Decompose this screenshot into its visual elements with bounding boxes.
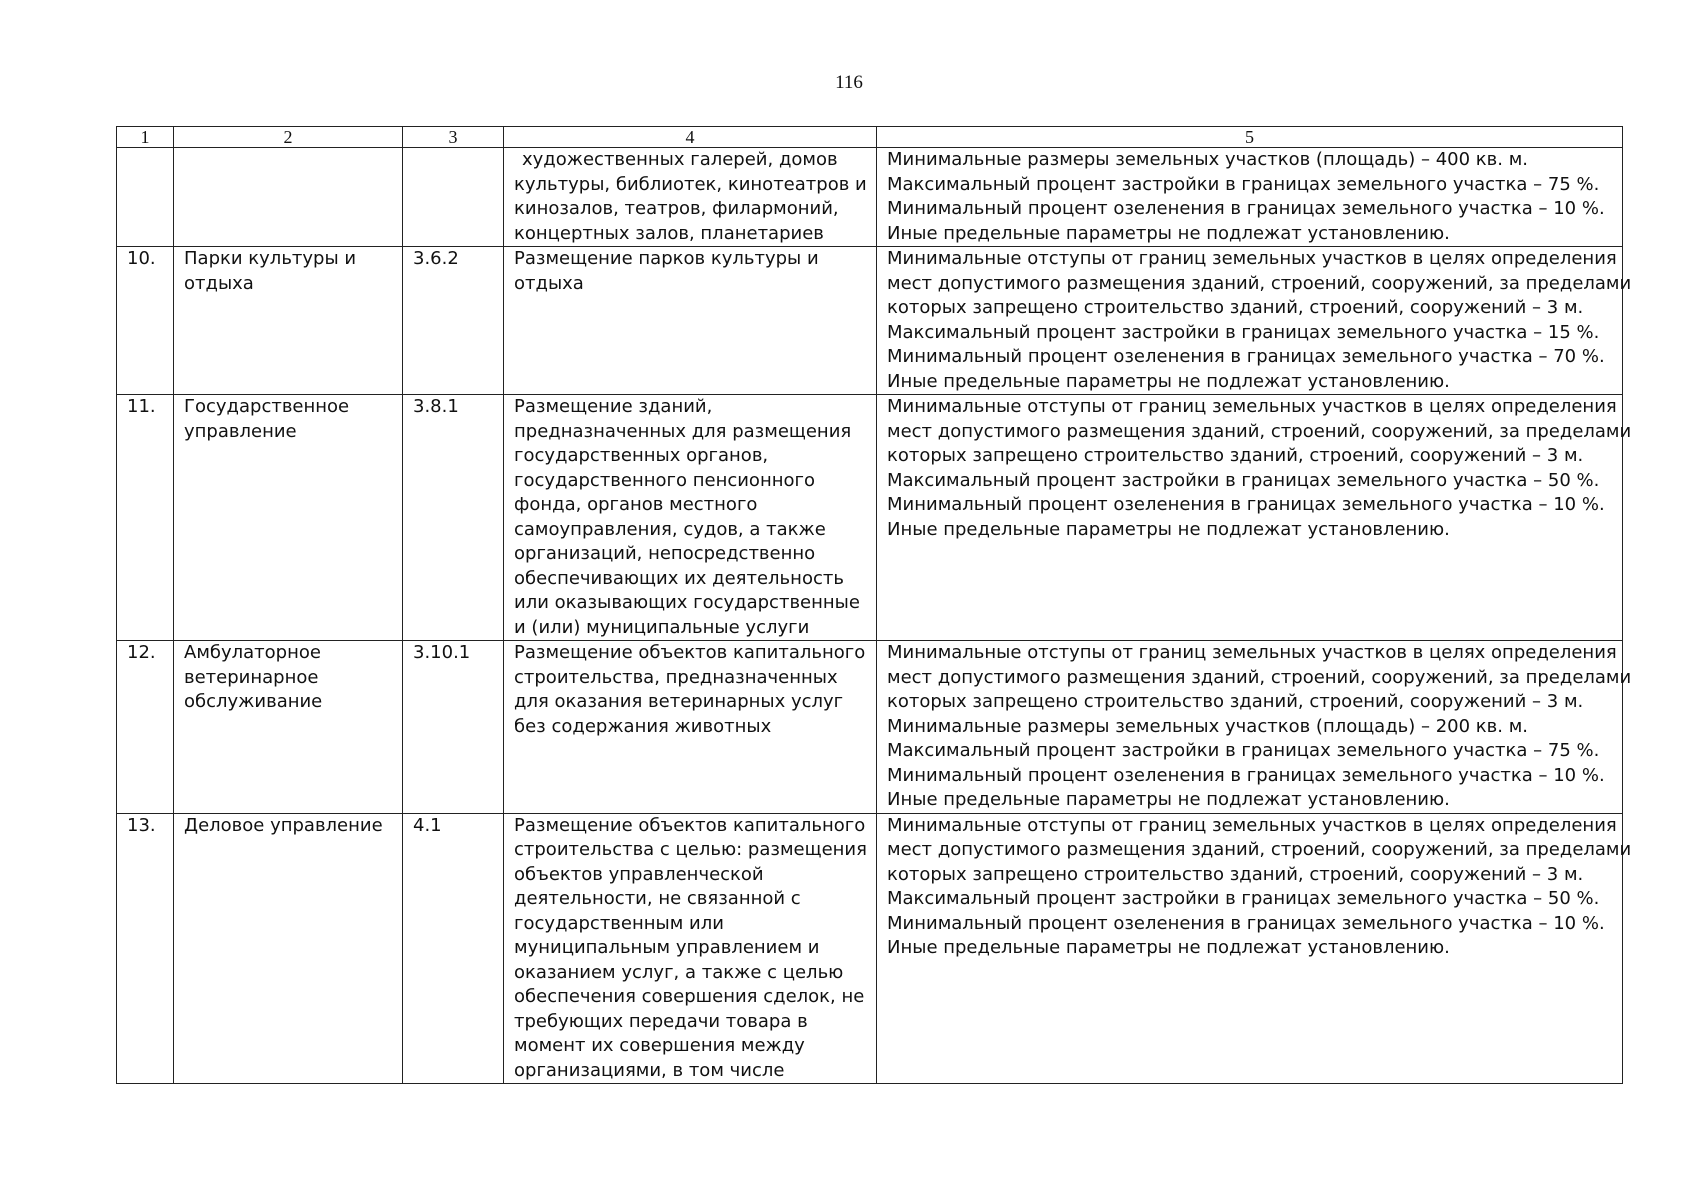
description-line: государственного пенсионного	[514, 469, 815, 491]
description-line: деятельности, не связанной с	[514, 888, 801, 909]
description-line: государственных органов,	[514, 445, 769, 466]
parameter-line: Минимальные отступы от границ земельных участков в целях определения	[887, 248, 1617, 269]
parameter-line: которых запрещено строительство зданий, строений, сооружений – 3 м.	[887, 297, 1584, 318]
name-line: Амбулаторное	[184, 642, 321, 663]
description-line: художественных галерей, домов	[522, 149, 838, 170]
land-use-table	[116, 126, 1632, 1084]
name-line: обслуживание	[184, 691, 323, 712]
parameter-line: Минимальный процент озеленения в границах земельного участка – 10 %.	[887, 494, 1605, 515]
table-row-13	[117, 813, 1623, 1084]
row-number	[117, 148, 174, 247]
use-parameters	[877, 247, 1632, 395]
name-line: управление	[184, 420, 297, 442]
row-number: 11.	[117, 395, 174, 641]
parameter-line: Максимальный процент застройки в границах земельного участка – 15 %.	[887, 321, 1600, 343]
description-line: строительства, предназначенных	[514, 666, 838, 688]
description-line: требующих передачи товара в	[514, 1010, 808, 1032]
description-line: строительства с целью: размещения	[514, 839, 867, 860]
column-header-3: 3	[403, 127, 504, 148]
name-line: Парки культуры и	[184, 248, 357, 269]
parameter-line: Иные предельные параметры не подлежат установлению.	[887, 222, 1450, 244]
parameter-line: Иные предельные параметры не подлежат установлению.	[887, 937, 1450, 958]
parameter-line: Максимальный процент застройки в границах земельного участка – 50 %.	[887, 888, 1600, 909]
use-description	[504, 641, 877, 814]
use-name	[174, 641, 403, 814]
column-header-4: 4	[504, 127, 877, 148]
use-description	[504, 247, 877, 395]
use-code: 3.8.1	[403, 395, 504, 641]
parameter-line: которых запрещено строительство зданий, строений, сооружений – 3 м.	[887, 445, 1584, 466]
description-line: государственным или	[514, 912, 724, 934]
description-line: кинозалов, театров, филармоний,	[514, 198, 839, 219]
description-line: концертных залов, планетариев	[514, 222, 824, 244]
use-name	[174, 813, 403, 1084]
use-name	[174, 148, 403, 247]
description-line: Размещение объектов капитального	[514, 814, 866, 836]
parameter-line: Максимальный процент застройки в границах земельного участка – 50 %.	[887, 469, 1600, 491]
column-header-2: 2	[174, 127, 403, 148]
table-row-11	[117, 395, 1623, 641]
description-line: обеспечивающих их деятельность	[514, 567, 844, 589]
column-header-5: 5	[877, 127, 1623, 148]
header-row	[117, 127, 1623, 148]
page-number: 116	[835, 72, 863, 93]
description-line: для оказания ветеринарных услуг	[514, 691, 844, 712]
description-line: и (или) муниципальные услуги	[514, 616, 810, 638]
use-name	[174, 395, 403, 641]
parameter-line: мест допустимого размещения зданий, строений, сооружений, за пределами	[887, 666, 1632, 688]
name-line: отдыха	[184, 272, 254, 294]
name-line: Деловое управление	[184, 814, 383, 836]
description-line: предназначенных для размещения	[514, 420, 852, 442]
parameter-line: Минимальные размеры земельных участков (площадь) – 200 кв. м.	[887, 715, 1529, 737]
use-parameters	[877, 148, 1623, 247]
description-line: организациями, в том числе	[514, 1059, 785, 1081]
description-line: без содержания животных	[514, 715, 772, 737]
use-parameters	[877, 641, 1632, 814]
column-header-1: 1	[117, 127, 174, 148]
description-line: Размещение парков культуры и	[514, 248, 819, 269]
use-code: 3.10.1	[403, 641, 504, 814]
parameter-line: Минимальные отступы от границ земельных участков в целях определения	[887, 396, 1617, 417]
parameter-line: Максимальный процент застройки в границах земельного участка – 75 %.	[887, 173, 1600, 195]
row-number: 10.	[117, 247, 174, 395]
description-line: объектов управленческой	[514, 863, 764, 885]
parameter-line: Минимальный процент озеленения в границах земельного участка – 10 %.	[887, 198, 1605, 219]
description-line: момент их совершения между	[514, 1035, 805, 1056]
parameter-line: Иные предельные параметры не подлежат установлению.	[887, 370, 1450, 392]
use-parameters	[877, 813, 1632, 1084]
parameter-line: которых запрещено строительство зданий, строений, сооружений – 3 м.	[887, 863, 1584, 885]
description-line: муниципальным управлением и	[514, 937, 820, 958]
description-line: отдыха	[514, 272, 584, 294]
description-line: или оказывающих государственные	[514, 592, 860, 613]
description-line: оказанием услуг, а также с целью	[514, 961, 844, 983]
parameter-line: Иные предельные параметры не подлежат установлению.	[887, 518, 1450, 540]
parameter-line: Минимальный процент озеленения в границах земельного участка – 70 %.	[887, 346, 1605, 367]
use-parameters	[877, 395, 1632, 641]
use-code	[403, 148, 504, 247]
use-code: 4.1	[403, 813, 504, 1084]
parameter-line: мест допустимого размещения зданий, строений, сооружений, за пределами	[887, 839, 1632, 860]
use-description	[504, 395, 877, 641]
parameter-line: Минимальный процент озеленения в границах земельного участка – 10 %.	[887, 912, 1605, 934]
description-line: самоуправления, судов, а также	[514, 518, 826, 540]
name-line: Государственное	[184, 396, 350, 417]
description-line: Размещение объектов капитального	[514, 642, 866, 663]
description-line: культуры, библиотек, кинотеатров и	[514, 173, 867, 195]
parameter-line: Минимальный процент озеленения в границах земельного участка – 10 %.	[887, 764, 1605, 786]
use-description	[504, 148, 877, 247]
parameter-line: мест допустимого размещения зданий, строений, сооружений, за пределами	[887, 272, 1632, 294]
parameter-line: Минимальные отступы от границ земельных участков в целях определения	[887, 814, 1617, 836]
description-line: Размещение зданий,	[514, 396, 713, 417]
row-number: 12.	[117, 641, 174, 814]
row-number: 13.	[117, 813, 174, 1084]
table-row-12	[117, 641, 1623, 814]
use-description	[504, 813, 877, 1084]
table-row-continuation	[117, 148, 1623, 247]
name-line: ветеринарное	[184, 666, 319, 688]
description-line: фонда, органов местного	[514, 494, 758, 515]
parameter-line: мест допустимого размещения зданий, строений, сооружений, за пределами	[887, 420, 1632, 442]
description-line: обеспечения совершения сделок, не	[514, 986, 865, 1007]
use-name	[174, 247, 403, 395]
table-row-10	[117, 247, 1623, 395]
parameter-line: Минимальные отступы от границ земельных участков в целях определения	[887, 642, 1617, 663]
parameter-line: Максимальный процент застройки в границах земельного участка – 75 %.	[887, 740, 1600, 761]
parameter-line: Минимальные размеры земельных участков (площадь) – 400 кв. м.	[887, 149, 1529, 170]
use-code: 3.6.2	[403, 247, 504, 395]
parameter-line: Иные предельные параметры не подлежат установлению.	[887, 789, 1450, 810]
description-line: организаций, непосредственно	[514, 543, 816, 564]
parameter-line: которых запрещено строительство зданий, строений, сооружений – 3 м.	[887, 691, 1584, 712]
